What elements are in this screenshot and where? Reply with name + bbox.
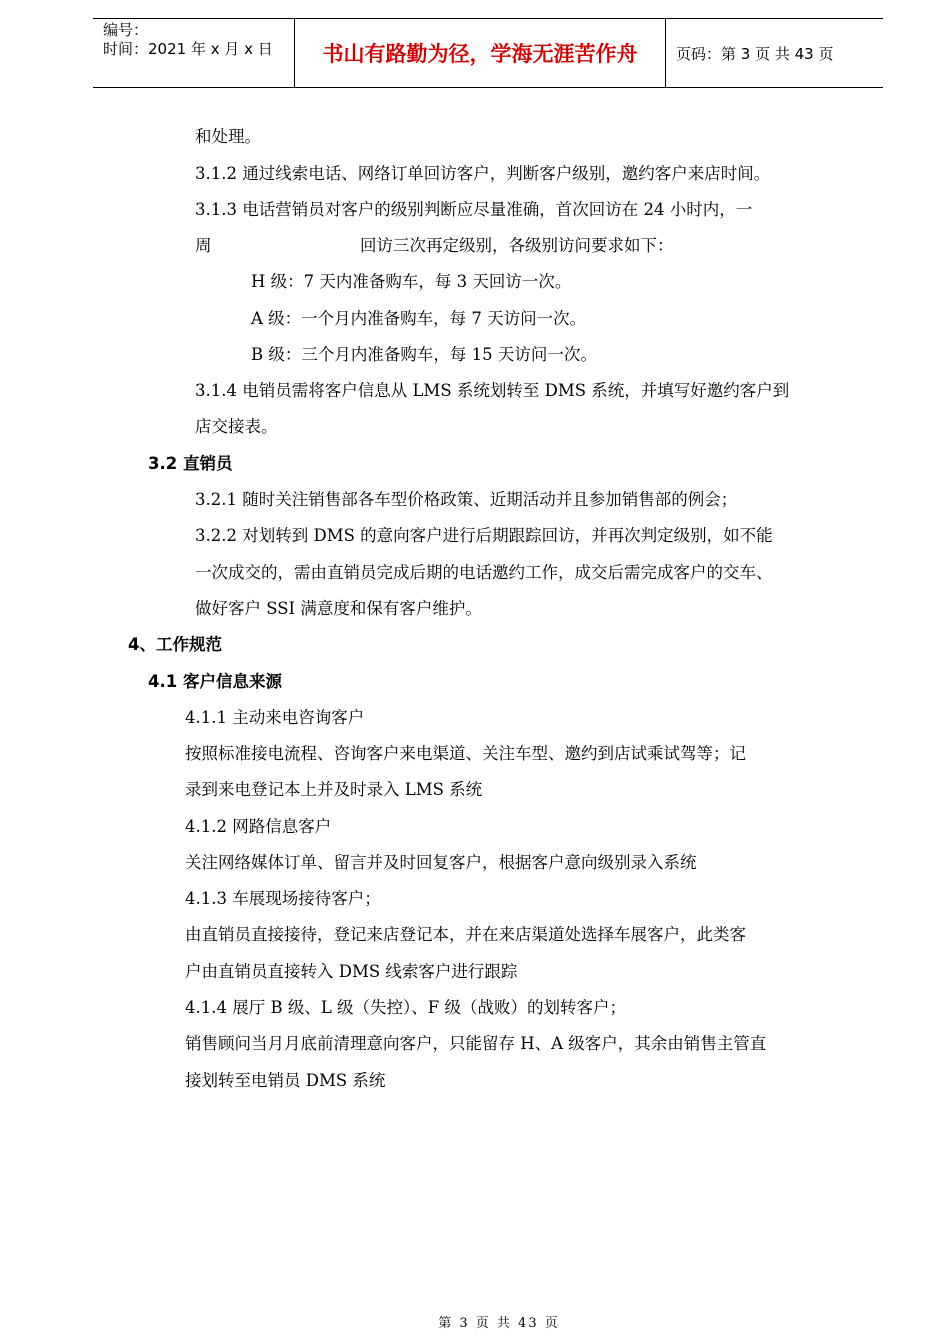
- body-line: 回访三次再定级别，各级别访问要求如下：: [360, 236, 674, 255]
- body-line: 做好客户 SSI 满意度和保有客户维护。: [195, 599, 482, 618]
- body-line: 4.1.1 主动来电咨询客户: [185, 708, 365, 727]
- header-motto: 书山有路勤为径，学海无涯苦作舟: [294, 19, 666, 87]
- body-line: H 级：7 天内准备购车，每 3 天回访一次。: [251, 272, 572, 291]
- header-meta: [103, 19, 289, 87]
- body-line: 周: [195, 236, 212, 255]
- chapter-heading: 4、工作规范: [128, 635, 222, 654]
- document-number-label: 编号：: [103, 21, 149, 39]
- body-line: 3.1.2 通过线索电话、网络订单回访客户，判断客户级别，邀约客户来店时间。: [195, 164, 771, 183]
- section-heading: 4.1 客户信息来源: [148, 672, 282, 691]
- body-line: B 级：三个月内准备购车，每 15 天访问一次。: [251, 345, 597, 364]
- body-line: 店交接表。: [195, 417, 278, 436]
- body-line: 一次成交的，需由直销员完成后期的电话邀约工作，成交后需完成客户的交车、: [195, 563, 773, 582]
- body-line: 和处理。: [195, 127, 261, 146]
- header-page-info: 页码：第 3 页 共 43 页: [676, 44, 834, 63]
- body-line: 录到来电登记本上并及时录入 LMS 系统: [185, 780, 483, 799]
- body-line: 户由直销员直接转入 DMS 线索客户进行跟踪: [185, 962, 518, 981]
- body-line: 按照标准接电流程、咨询客户来电渠道、关注车型、邀约到店试乘试驾等；记: [185, 744, 746, 763]
- body-line: 由直销员直接接待，登记来店登记本，并在来店渠道处选择车展客户，此类客: [185, 925, 746, 944]
- body-line: 3.2.1 随时关注销售部各车型价格政策、近期活动并且参加销售部的例会；: [195, 490, 738, 509]
- document-time-label: 时间：2021 年 x 月 x 日: [103, 40, 273, 58]
- body-line: A 级：一个月内准备购车，每 7 天访问一次。: [251, 309, 587, 328]
- page-header: [93, 18, 883, 88]
- page-footer: 第 3 页 共 43 页: [438, 1316, 560, 1331]
- body-line: 4.1.4 展厅 B 级、L 级（失控）、F 级（战败）的划转客户；: [185, 998, 626, 1017]
- body-line: 4.1.2 网路信息客户: [185, 817, 332, 836]
- body-line: 3.2.2 对划转到 DMS 的意向客户进行后期跟踪回访，并再次判定级别，如不能: [195, 526, 773, 545]
- body-line: 销售顾问当月月底前清理意向客户，只能留存 H、A 级客户，其余由销售主管直: [185, 1034, 767, 1053]
- body-line: 3.1.3 电话营销员对客户的级别判断应尽量准确，首次回访在 24 小时内，一: [195, 200, 753, 219]
- body-line: 4.1.3 车展现场接待客户；: [185, 889, 381, 908]
- body-line: 3.1.4 电销员需将客户信息从 LMS 系统划转至 DMS 系统，并填写好邀约客户到: [195, 381, 790, 400]
- body-line: 接划转至电销员 DMS 系统: [185, 1071, 386, 1090]
- section-heading: 3.2 直销员: [148, 454, 233, 473]
- body-line: 关注网络媒体订单、留言并及时回复客户，根据客户意向级别录入系统: [185, 853, 697, 872]
